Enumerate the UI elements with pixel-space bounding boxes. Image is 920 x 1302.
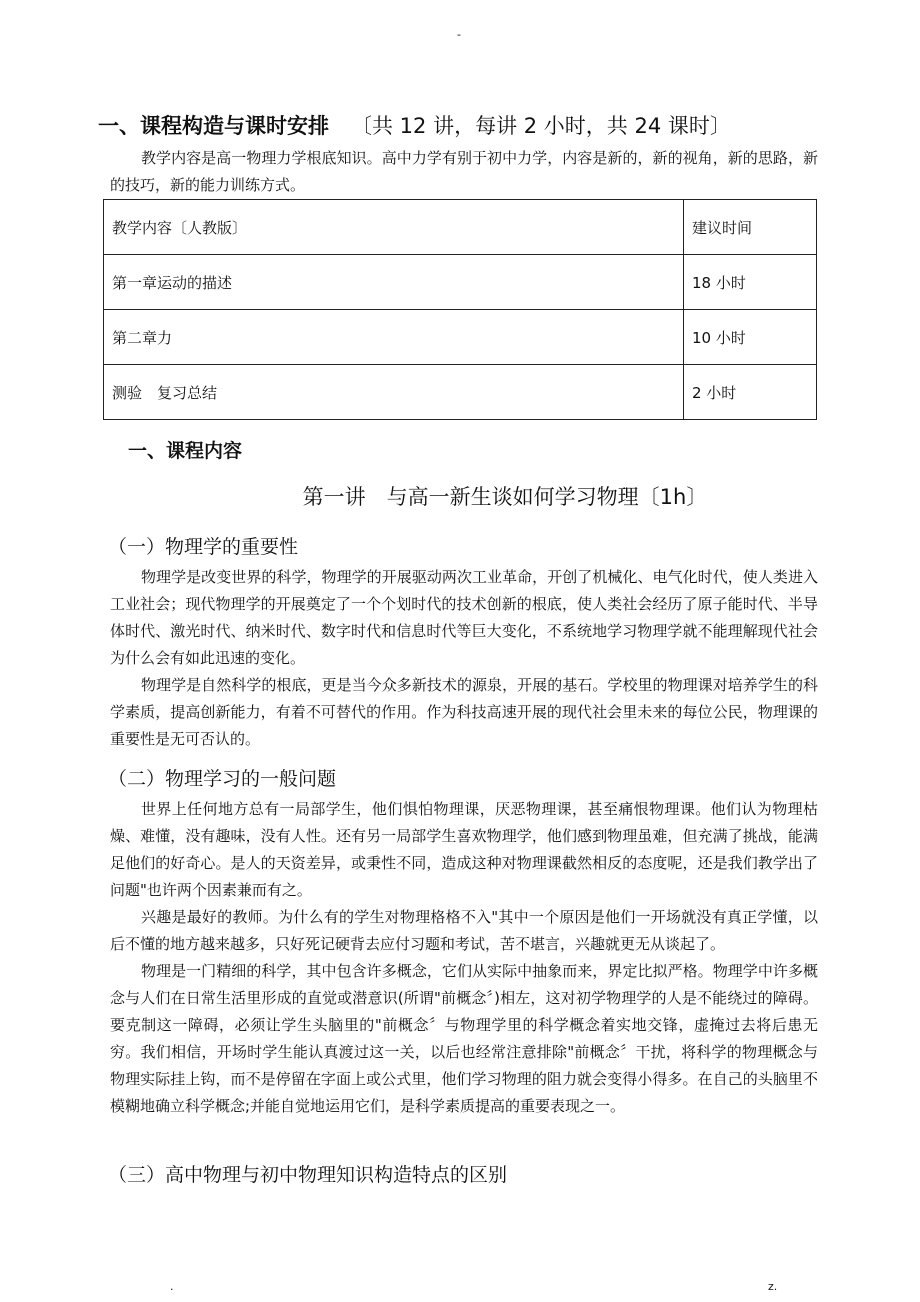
section-note: 〔共 12 讲，每讲 2 小时，共 24 课时〕	[351, 114, 731, 138]
table-cell: 测验 复习总结	[104, 365, 684, 420]
table-row	[104, 310, 817, 365]
table-header: 教学内容〔人教版〕	[104, 200, 684, 255]
table-row	[104, 365, 817, 420]
section-title: 一、课程构造与课时安排	[98, 114, 329, 138]
table-cell: 18 小时	[684, 255, 817, 310]
table-cell: 2 小时	[684, 365, 817, 420]
header-mark: -	[457, 28, 461, 41]
intro-paragraph: 教学内容是高一物理力学根底知识。高中力学有别于初中力学，内容是新的，新的视角，新的思路，新的技巧，新的能力训练方式。	[110, 149, 818, 194]
part-title: （三）高中物理与初中物理知识构造特点的区别	[108, 1164, 508, 1186]
table-header: 建议时间	[684, 200, 817, 255]
footer-right: z.	[768, 1280, 778, 1293]
paragraph: 世界上任何地方总有一局部学生，他们惧怕物理课，厌恶物理课，甚至痛恨物理课。他们认为物理枯燥、难懂，没有趣味，没有人性。还有另一局部学生喜欢物理学，他们感到物理虽难，但充满了挑战，能满足他们的好奇心。是人的天资差异，或秉性不同，造成这种对物理课截然相反的态度呢，还是我们教学出了问题"也许两个因素兼而有之。	[110, 800, 818, 899]
part-title: （二）物理学习的一般问题	[108, 768, 337, 790]
paragraph: 物理学是自然科学的根底，更是当今众多新技术的源泉，开展的基石。学校里的物理课对培养学生的科学素质，提高创新能力，有着不可替代的作用。作为科技高速开展的现代社会里未来的每位公民，物理课的重要性是无可否认的。	[110, 676, 818, 748]
paragraph: 物理是一门精细的科学，其中包含许多概念，它们从实际中抽象而来，界定比拟严格。物理学中许多概念与人们在日常生活里形成的直觉或潜意识(所谓"前概念〞)相左，这对初学物理学的人是不能绕过的障碍。要克制这一障碍，必须让学生头脑里的"前概念〞与物理学里的科学概念着实地交锋，虚掩过去将后患无穷。我们相信，开场时学生能认真渡过这一关，以后也经常注意排除"前概念〞干扰，将科学的物理概念与物理实际挂上钩，而不是停留在字面上或公式里，他们学习物理的阻力就会变得小得多。在自己的头脑里不模糊地确立科学概念;并能自觉地运用它们，是科学素质提高的重要表现之一。	[110, 962, 818, 1115]
table-header-row	[104, 200, 817, 255]
table-cell: 第二章力	[104, 310, 684, 365]
table-cell: 第一章运动的描述	[104, 255, 684, 310]
section-heading	[98, 110, 731, 140]
footer-left: .	[170, 1280, 174, 1293]
table-row	[104, 255, 817, 310]
section2-title: 一、课程内容	[128, 440, 243, 462]
part-title: （一）物理学的重要性	[108, 536, 299, 558]
paragraph: 物理学是改变世界的科学，物理学的开展驱动两次工业革命，开创了机械化、电气化时代，使人类进入工业社会；现代物理学的开展奠定了一个个划时代的技术创新的根底，使人类社会经历了原子能时代、半导体时代、激光时代、纳米时代、数字时代和信息时代等巨大变化，不系统地学习物理学就不能理解现代社会为什么会有如此迅速的变化。	[110, 568, 818, 667]
schedule-table	[103, 199, 817, 420]
lecture-title: 第一讲 与高一新生谈如何学习物理〔1h〕	[302, 485, 708, 509]
table-cell: 10 小时	[684, 310, 817, 365]
paragraph: 兴趣是最好的教师。为什么有的学生对物理格格不入"其中一个原因是他们一开场就没有真正学懂，以后不懂的地方越来越多，只好死记硬背去应付习题和考试，苦不堪言，兴趣就更无从谈起了。	[110, 908, 818, 953]
